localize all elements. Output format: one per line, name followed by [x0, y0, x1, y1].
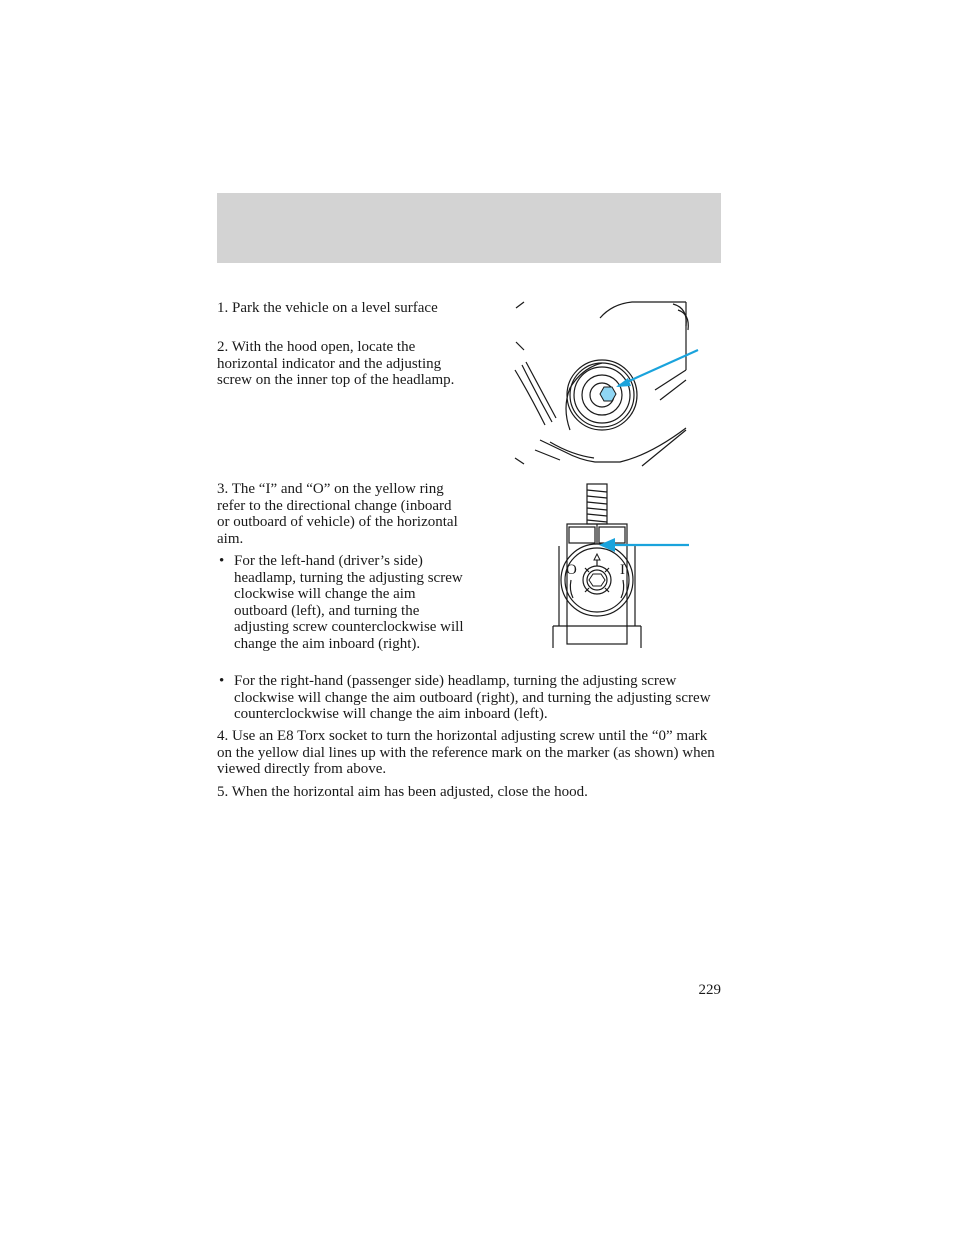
bullet-icon: •: [219, 553, 225, 569]
step-4-text: 4. Use an E8 Torx socket to turn the horizontal adjusting screw until the “0” mark on the yellow dial lines up with the reference mark on the marker (as shown) when viewed directly from above.: [217, 728, 715, 777]
step-3-text: 3. The “I” and “O” on the yellow ring refer to the directional change (inboard or outboard of vehicle) of the horizontal aim.: [217, 481, 458, 547]
dial-label-i: I: [620, 562, 625, 578]
headlamp-adjuster-figure: [510, 300, 705, 470]
bullet-icon: •: [219, 673, 225, 689]
adjusting-screw-icon: [600, 387, 616, 401]
dial-label-o: O: [566, 562, 577, 578]
step-2-text: 2. With the hood open, locate the horizontal indicator and the adjusting screw on the inner top of the headlamp.: [217, 339, 455, 388]
bullet-left-hand-text: For the left-hand (driver’s side) headlamp, turning the adjusting screw clockwise will change the aim outboard (left), and turning the adjusting screw counterclockwise will change the aim inboard (right).: [234, 553, 464, 652]
step-1-text: 1. Park the vehicle on a level surface: [217, 300, 438, 316]
step-5-text: 5. When the horizontal aim has been adjusted, close the hood.: [217, 784, 588, 800]
bullet-left-hand: [217, 553, 464, 652]
section-header-band: [217, 193, 721, 263]
horizontal-dial-figure: [545, 480, 695, 650]
bullet-right-hand: [217, 673, 721, 723]
page-number: 229: [698, 982, 721, 998]
dial-screw-icon: [589, 574, 605, 586]
bullet-right-hand-text: For the right-hand (passenger side) headlamp, turning the adjusting screw clockwise will change the aim outboard (right), and turning the adjusting screw counterclockwise will change the aim inboard (left).: [234, 673, 711, 722]
